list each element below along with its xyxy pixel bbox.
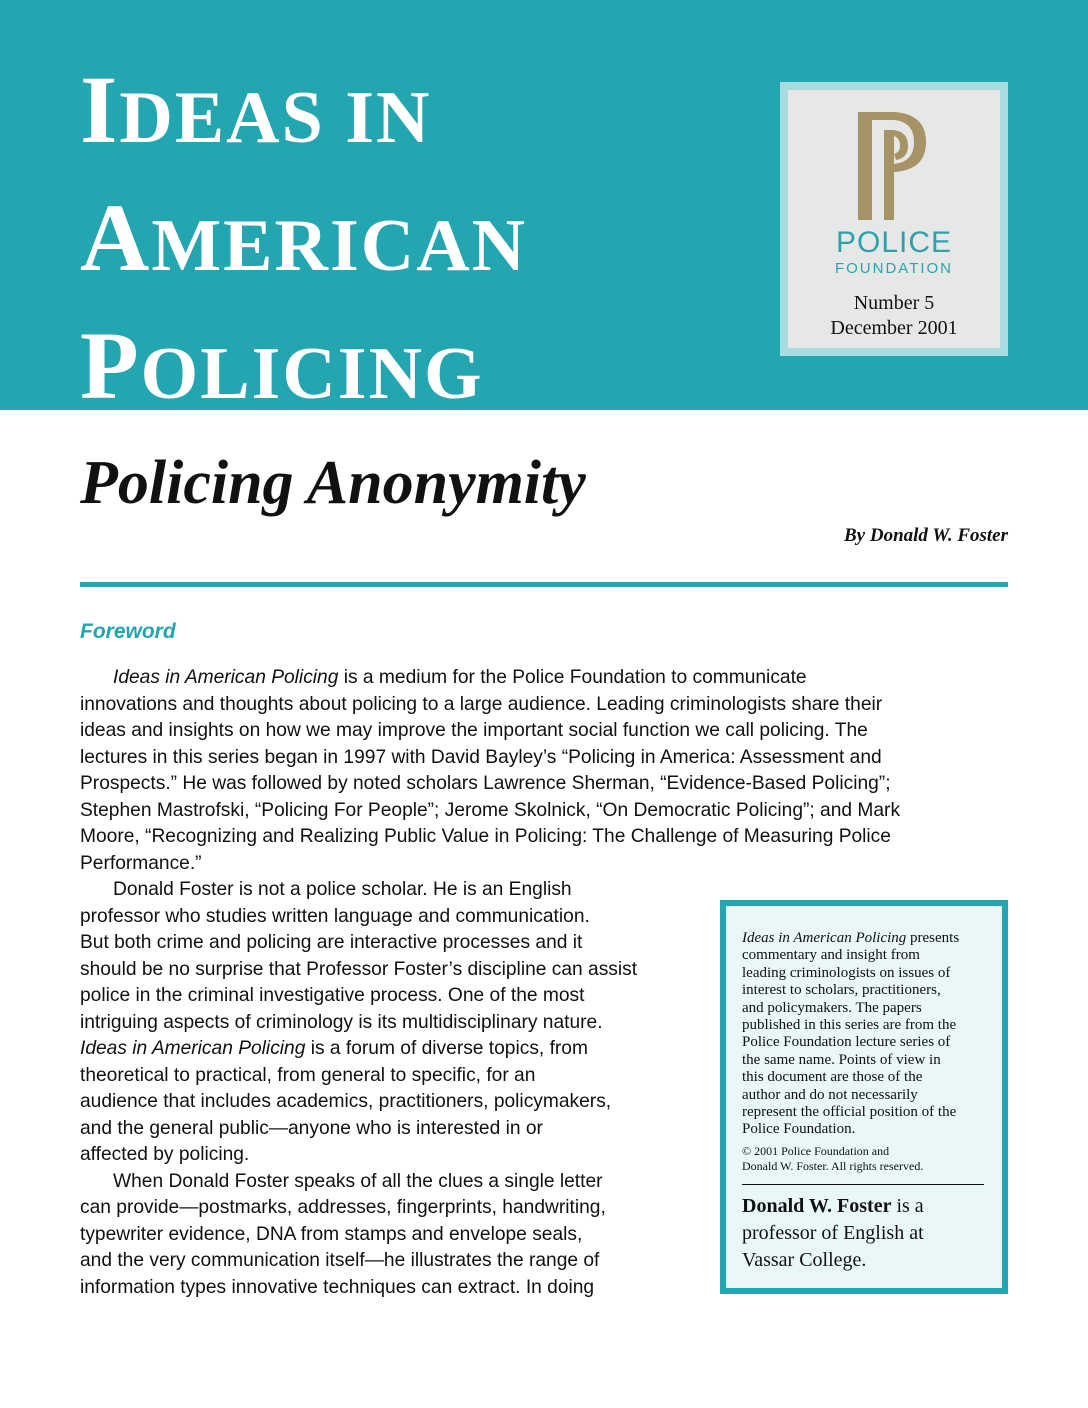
text-line: Ideas in American Policing presents [742, 930, 960, 946]
text-line: Vassar College. [742, 1249, 867, 1272]
issue-number: Number 5 [853, 292, 935, 314]
text-line: can provide—postmarks, addresses, fingerprints, handwriting, [80, 1197, 606, 1218]
text-line: Performance.” [80, 852, 202, 874]
text-line: Moore, “Recognizing and Realizing Public Value in Policing: The Challenge of Measuring Police [80, 826, 891, 847]
text-line: audience that includes academics, practitioners, policymakers, [80, 1091, 612, 1112]
text-line: lectures in this series began in 1997 with David Bayley’s “Policing in America: Assessment and [80, 746, 882, 768]
text-line: and the general public—anyone who is interested in or [80, 1117, 543, 1139]
series-info-sidebar [720, 900, 1008, 1294]
text-line: Stephen Mastrofski, “Policing For People”; Jerome Skolnick, “On Democratic Policing”; and Mark [80, 799, 901, 821]
text-line: and policymakers. The papers [742, 999, 922, 1016]
text-line: the same name. Points of view in [742, 1051, 941, 1068]
masthead-line-1: IDEAS IN [80, 56, 432, 163]
text-line: intriguing aspects of criminology is its multidisciplinary nature. [80, 1011, 603, 1033]
text-line: author and do not necessarily [742, 1086, 918, 1103]
text-line: police in the criminal investigative process. One of the most [80, 985, 585, 1006]
text-line: Donald Foster is not a police scholar. He is an English [113, 879, 572, 900]
text-line: Prospects.” He was followed by noted scholars Lawrence Sherman, “Evidence-Based Policing”; [80, 773, 891, 794]
text-line: typewriter evidence, DNA from stamps and envelope seals, [80, 1223, 583, 1245]
foreword-paragraph-2-3 [80, 877, 692, 1301]
issue-date: December 2001 [830, 317, 958, 339]
text-line: Police Foundation. [742, 1121, 856, 1138]
sidebar-content [742, 930, 990, 1274]
byline: By Donald W. Foster [844, 525, 1008, 546]
logo-box [780, 82, 1008, 356]
copyright-notice [742, 1144, 990, 1174]
text-line: Police Foundation lecture series of [742, 1034, 951, 1051]
masthead-title [80, 56, 780, 444]
text-line: © 2001 Police Foundation and [742, 1143, 890, 1158]
author-bio [742, 1193, 990, 1274]
logo-word-foundation: FOUNDATION [834, 260, 954, 277]
text-line: theoretical to practical, from general to specific, for an [80, 1064, 536, 1086]
text-line: interest to scholars, practitioners, [742, 982, 941, 999]
masthead-line-3: POLICING [80, 312, 484, 419]
text-line: represent the official position of the [742, 1104, 957, 1121]
police-foundation-logo-icon [854, 108, 932, 224]
text-line: and the very communication itself—he illustrates the range of [80, 1250, 600, 1271]
text-line: information types innovative techniques can extract. In doing [80, 1276, 595, 1298]
text-line: But both crime and policing are interactive processes and it [80, 932, 583, 953]
header-band [0, 0, 1088, 419]
sidebar-divider [742, 1184, 984, 1186]
text-line: Ideas in American Policing is a medium for the Police Foundation to communicate [113, 667, 807, 688]
text-line: leading criminologists on issues of [742, 964, 951, 981]
text-line: Donald W. Foster. All rights reserved. [742, 1158, 924, 1173]
logo-word-police: POLICE [835, 226, 953, 259]
text-line: When Donald Foster speaks of all the clues a single letter [113, 1170, 603, 1192]
logo-panel [788, 90, 1000, 348]
text-line: commentary and insight from [742, 947, 920, 964]
text-line: affected by policing. [80, 1144, 250, 1165]
text-line: ideas and insights on how we may improve the important social function we call policing. The [80, 720, 868, 741]
text-line: published in this series are from the [742, 1017, 957, 1034]
text-line: should be no surprise that Professor Foster’s discipline can assist [80, 958, 638, 980]
article-title: Policing Anonymity [80, 449, 586, 517]
text-line: innovations and thoughts about policing to a large audience. Leading criminologists share their [80, 693, 883, 715]
text-line: professor who studies written language and communication. [80, 905, 590, 927]
series-description [742, 930, 990, 1139]
text-line: professor of English at [742, 1222, 924, 1245]
text-line: Donald W. Foster is a [742, 1195, 924, 1218]
text-line: this document are those of the [742, 1069, 923, 1086]
masthead-line-2: AMERICAN [80, 184, 528, 291]
text-line: Ideas in American Policing is a forum of diverse topics, from [80, 1038, 588, 1059]
foreword-heading: Foreword [80, 620, 176, 643]
divider-rule [80, 582, 1008, 587]
foreword-paragraph-1 [80, 665, 1010, 877]
